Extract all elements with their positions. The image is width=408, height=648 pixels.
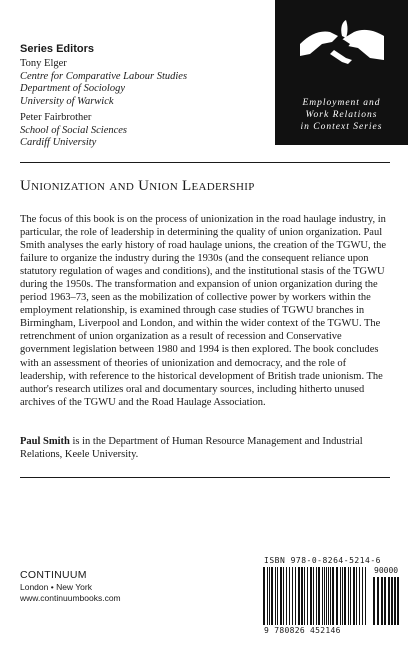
- barcode-bar: [328, 567, 329, 625]
- barcode-bar: [342, 567, 343, 625]
- barcode-bar: [353, 567, 355, 625]
- author-bio: [20, 435, 392, 461]
- barcode-bar: [298, 567, 300, 625]
- barcode-bar: [301, 567, 303, 625]
- ean-barcode: [262, 567, 370, 625]
- barcode-bar: [359, 567, 360, 625]
- barcode-bar: [286, 567, 287, 625]
- series-editors-block: [20, 43, 260, 150]
- barcode-bar: [269, 567, 270, 625]
- barcode-bar: [322, 567, 323, 625]
- barcode-bar: [275, 567, 276, 625]
- divider: [20, 477, 390, 478]
- barcode-bar: [304, 567, 305, 625]
- barcode-bar: [277, 567, 278, 625]
- barcode-bar: [318, 567, 320, 625]
- barcode-bar: [316, 567, 317, 625]
- barcode-bar: [289, 567, 290, 625]
- barcode-bar: [373, 577, 375, 625]
- divider: [20, 162, 390, 163]
- barcode-bar: [348, 567, 349, 625]
- barcode-bar: [271, 567, 273, 625]
- publisher-cities: London • New York: [20, 582, 92, 592]
- ean-number: 9 780826 452146: [264, 626, 341, 635]
- barcode-bar: [340, 567, 341, 625]
- barcode-bar: [310, 567, 312, 625]
- editor-name: Tony Elger: [20, 58, 67, 69]
- barcode-bar: [263, 567, 265, 625]
- publisher-name: CONTINUUM: [20, 569, 87, 581]
- barcode-block: [262, 556, 402, 636]
- barcode-bar: [397, 577, 399, 625]
- barcode-bar: [350, 567, 351, 625]
- editor-affiliation: University of Warwick: [20, 95, 114, 107]
- author-name: Paul Smith: [20, 436, 70, 447]
- barcode-bar: [384, 577, 386, 625]
- barcode-bar: [326, 567, 327, 625]
- book-description: The focus of this book is on the process of unionization in the road haulage industry, in particular, the role of leadership in determining the quality of union organization. Paul Smith analyses the early history of road haulage unions, the creation of the TGWU, the failure to organize the industry during the 1930s (and the consequent reliance upon statutory regulation of wages and conditions), and the institutional stasis of the TGWU during the 1950s. The transformation and expansion of union organization during the period 1963–73, seen as the mobilization of collective power by workers within the employment relationship, is examined through case studies of TGWU branches in Birmingham, Liverpool and London, and within the wider context of the TGWU. The retrenchment of union organization as a result of recession and Conservative government legislation between 1980 and 1994 is then explored. The book concludes with an assessment of theories of unionization and democracy, and the role of leadership, with reference to the historical development of British trade unionism. The author's research utilizes oral and documentary sources, including hitherto unused archives of the TGWU and the Road Haulage Association.: [20, 214, 387, 408]
- series-name: Employment and Work Relations in Context Series: [300, 98, 383, 132]
- editor-affiliation: Department of Sociology: [20, 83, 125, 94]
- handshake-logo-icon: [300, 14, 384, 70]
- isbn-label: ISBN 978-0-8264-5214-6: [264, 556, 381, 565]
- editor-name: Peter Fairbrother: [20, 112, 92, 123]
- barcode-bar: [332, 567, 334, 625]
- barcode-bar: [336, 567, 338, 625]
- series-logo-box: [275, 0, 408, 145]
- editor-affiliation: Centre for Comparative Labour Studies: [20, 70, 188, 82]
- barcode-bar: [324, 567, 325, 625]
- barcode-bar: [394, 577, 396, 625]
- barcode-bar: [307, 567, 308, 625]
- barcode-bar: [365, 567, 366, 625]
- barcode-bar: [362, 567, 363, 625]
- publisher-block: [20, 569, 220, 604]
- publisher-website: www.continuumbooks.com: [20, 593, 121, 603]
- barcode-bar: [283, 567, 284, 625]
- barcode-bar: [381, 577, 383, 625]
- barcode-bar: [356, 567, 357, 625]
- addon-barcode: [372, 577, 400, 625]
- book-title: Unionization and Union Leadership: [20, 178, 255, 194]
- barcode-bar: [344, 567, 346, 625]
- barcode-bar: [388, 577, 390, 625]
- barcode-bar: [295, 567, 296, 625]
- barcode-bar: [292, 567, 293, 625]
- barcode-bar: [313, 567, 314, 625]
- editor-affiliation: Cardiff University: [20, 137, 97, 148]
- addon-number: 90000: [374, 566, 399, 575]
- series-editors-heading: Series Editors: [20, 43, 94, 55]
- barcode-bar: [330, 567, 331, 625]
- barcode-bar: [267, 567, 268, 625]
- author-bio-text: is in the Department of Human Resource Management and Industrial Relations, Keele University.: [20, 436, 363, 461]
- editor-affiliation: School of Social Sciences: [20, 124, 128, 136]
- barcode-bar: [391, 577, 393, 625]
- barcode-bar: [377, 577, 379, 625]
- barcode-bar: [280, 567, 282, 625]
